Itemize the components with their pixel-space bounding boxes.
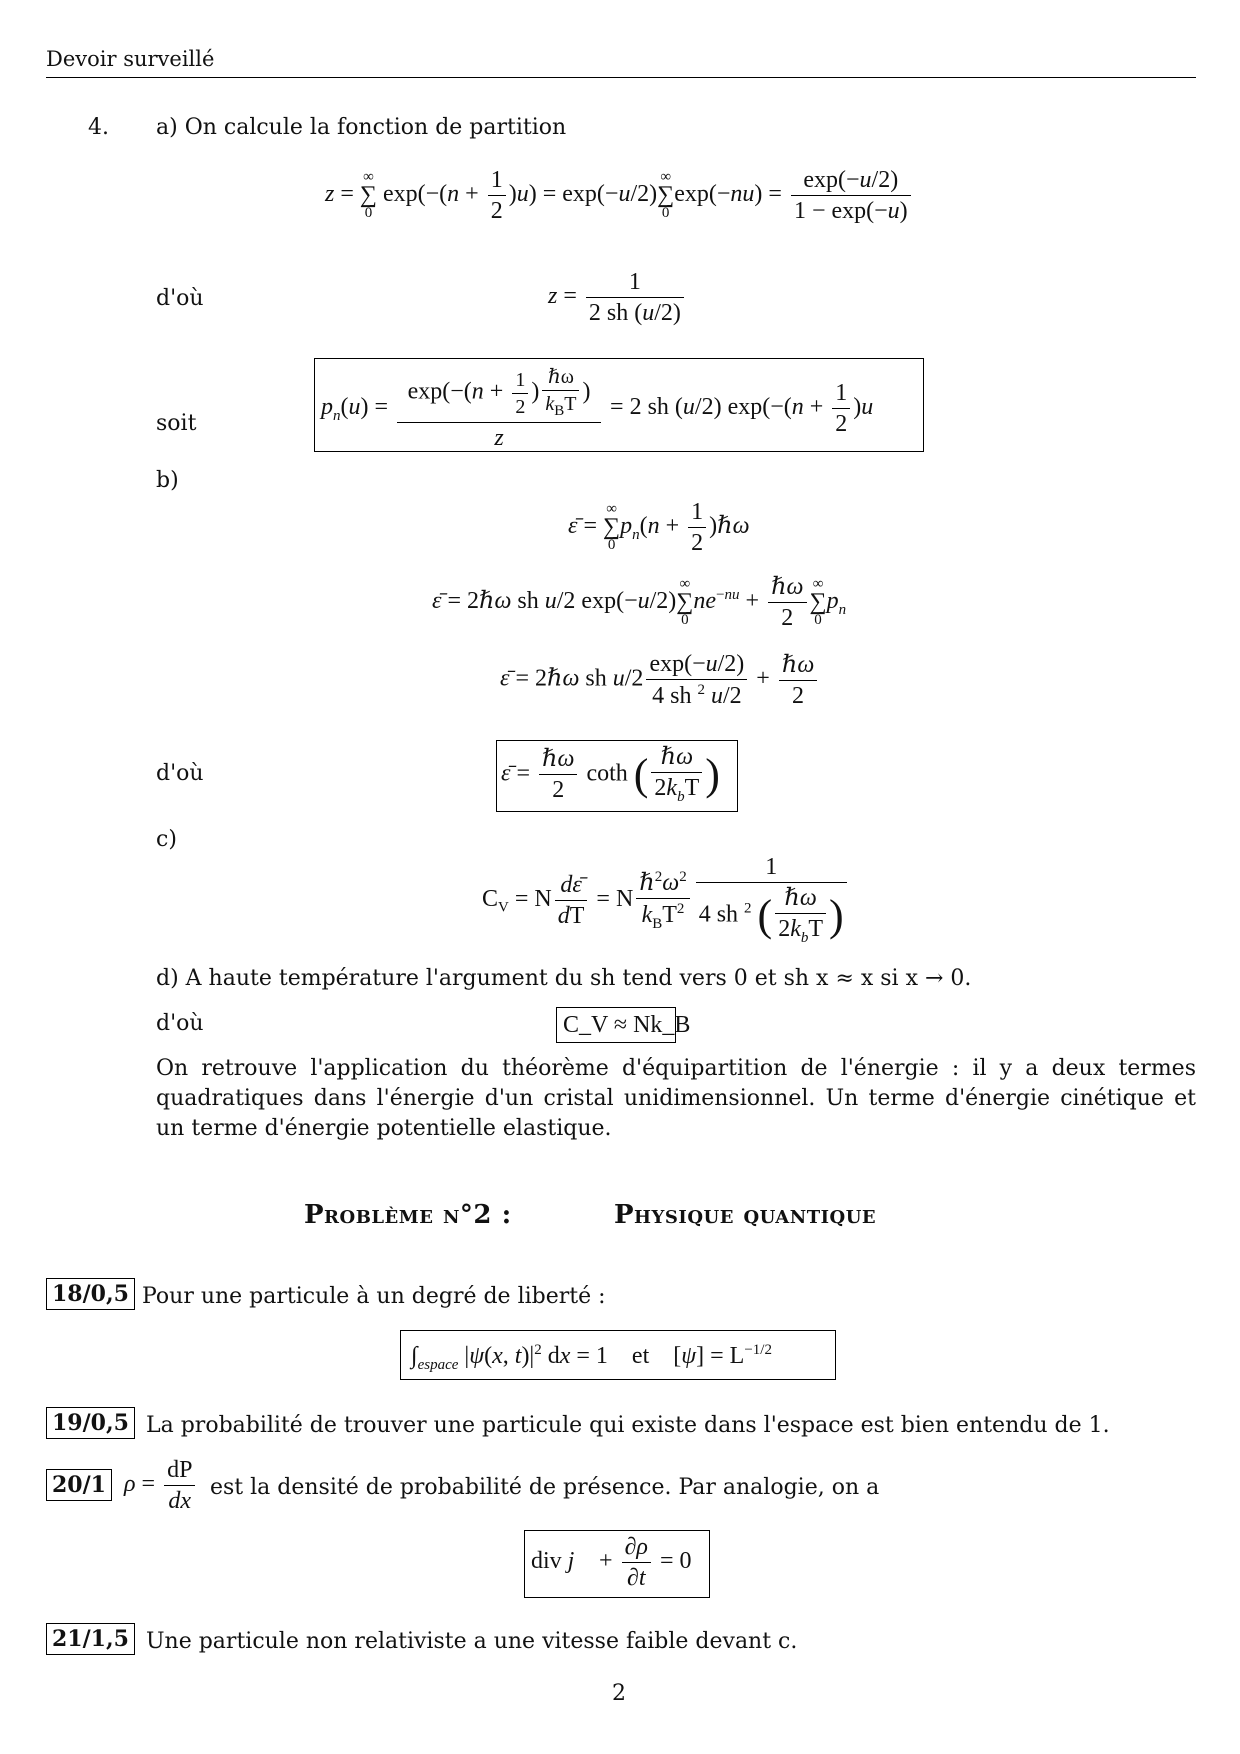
heat-capacity-equation: $C_V = N$ $\frac{d\varepsilon̄}{dT}$ = N $\frac{\hbar^2\omega^2}{k_BT^2}$ 1 4 sh $^2$ ( $\frac{\text{ℏω}}{2k_bT}$ ) bbox=[482, 855, 850, 946]
question-tag-18: 18/0,5 bbox=[46, 1278, 135, 1310]
equipartition-conclusion: On retrouve l'application du théorème d'équipartition de l'énergie : il y a deux termes quadratiques dans l'énergie d'un cristal unidimensionnel. Un terme d'énergie cinétique et un terme d'énergie potentielle elastique. bbox=[156, 1056, 1196, 1141]
question-tag-19: 19/0,5 bbox=[46, 1407, 135, 1439]
mean-energy-sum-equation: ε̄ = ∞ ∑ 0 $p_n(n$ + $\frac{1}{2}$ )ℏω bbox=[568, 499, 750, 556]
page-header-title: Devoir surveillé bbox=[46, 47, 215, 71]
partition-result-equation: z = $\frac{1}{2 sh (u/2)}$ bbox=[548, 270, 687, 325]
question-19-text: La probabilité de trouver une particule qui existe dans l'espace est bien entendu de 1. bbox=[146, 1413, 1110, 1438]
question-18-text: Pour une particule à un degré de liberté : bbox=[142, 1284, 606, 1309]
dou-label-3: d'où bbox=[156, 1011, 204, 1036]
mean-energy-sh-equation: ε̄ = 2ℏω sh u/2 $\frac{\exp(-u/2)}{4 sh ^2 u/2}$ + $\frac{\text{ℏω}}{2}$ bbox=[500, 652, 820, 708]
question-20-text: est la densité de probabilité de présence. Par analogie, on a bbox=[210, 1475, 880, 1500]
dou-label-1: d'où bbox=[156, 286, 204, 311]
soit-label: soit bbox=[156, 411, 197, 436]
problem-heading-number: Problème n°2 : bbox=[304, 1200, 512, 1230]
question-number: 4. bbox=[88, 115, 109, 140]
probability-boxed-equation: $p_n(u)$ = exp(−(n + $\frac{1}{2}$ ) $\frac{\text{ℏω}}{k_BT}$ ) z = 2 sh (u/2) exp(−(n + $\frac{1}{2}$ )u bbox=[314, 358, 924, 452]
part-b-label: b) bbox=[156, 468, 179, 493]
heat-capacity-limit-text: C_V ≈ Nk_B bbox=[563, 1012, 691, 1038]
partition-sum-equation: z = ∞ ∑ 0 exp(−(n + $\frac{1}{2}$ )u) = exp(−u/2) ∞ ∑ 0 exp(−nu) = $\frac{\exp(-u/2)}{1 - \exp(-u)}$ bbox=[325, 168, 914, 223]
mean-energy-expanded-equation: ε̄ = 2ℏω sh u/2 exp(−u/2) ∞ ∑ 0 $ne^{-nu}$ + $\frac{\text{ℏω}}{2}$ ∞ ∑ 0 $p_n$ bbox=[432, 574, 847, 631]
heat-capacity-limit-boxed bbox=[556, 1007, 691, 1043]
question-tag-20: 20/1 bbox=[46, 1469, 112, 1501]
page-number: 2 bbox=[612, 1681, 626, 1706]
question-tag-21: 21/1,5 bbox=[46, 1623, 135, 1655]
part-c-label: c) bbox=[156, 827, 177, 852]
mean-energy-boxed-result: ε̄ = $\frac{\text{ℏω}}{2}$ coth ( $\frac{\text{ℏω}}{2k_bT}$ ) bbox=[496, 740, 738, 812]
part-a-label: a) On calcule la fonction de partition bbox=[156, 115, 567, 140]
density-definition-equation: ρ = $\frac{dP}{dx}$ bbox=[124, 1458, 198, 1513]
part-d-text: d) A haute température l'argument du sh tend vers 0 et sh x ≈ x si x → 0. bbox=[156, 966, 972, 991]
continuity-boxed-equation: div j⃗ + $\frac{\partial\rho}{\partial t}$ = 0 bbox=[524, 1530, 710, 1598]
normalization-boxed-equation: $\int_{espace}$ |ψ(x, $t)|^2$ dx = 1 et $[\psi] = L^{-1/2}$ bbox=[400, 1330, 836, 1380]
dou-label-2: d'où bbox=[156, 761, 204, 786]
problem-heading-title: Physique quantique bbox=[614, 1200, 877, 1230]
question-21-text: Une particule non relativiste a une vitesse faible devant c. bbox=[146, 1629, 798, 1654]
header-rule bbox=[46, 77, 1196, 78]
